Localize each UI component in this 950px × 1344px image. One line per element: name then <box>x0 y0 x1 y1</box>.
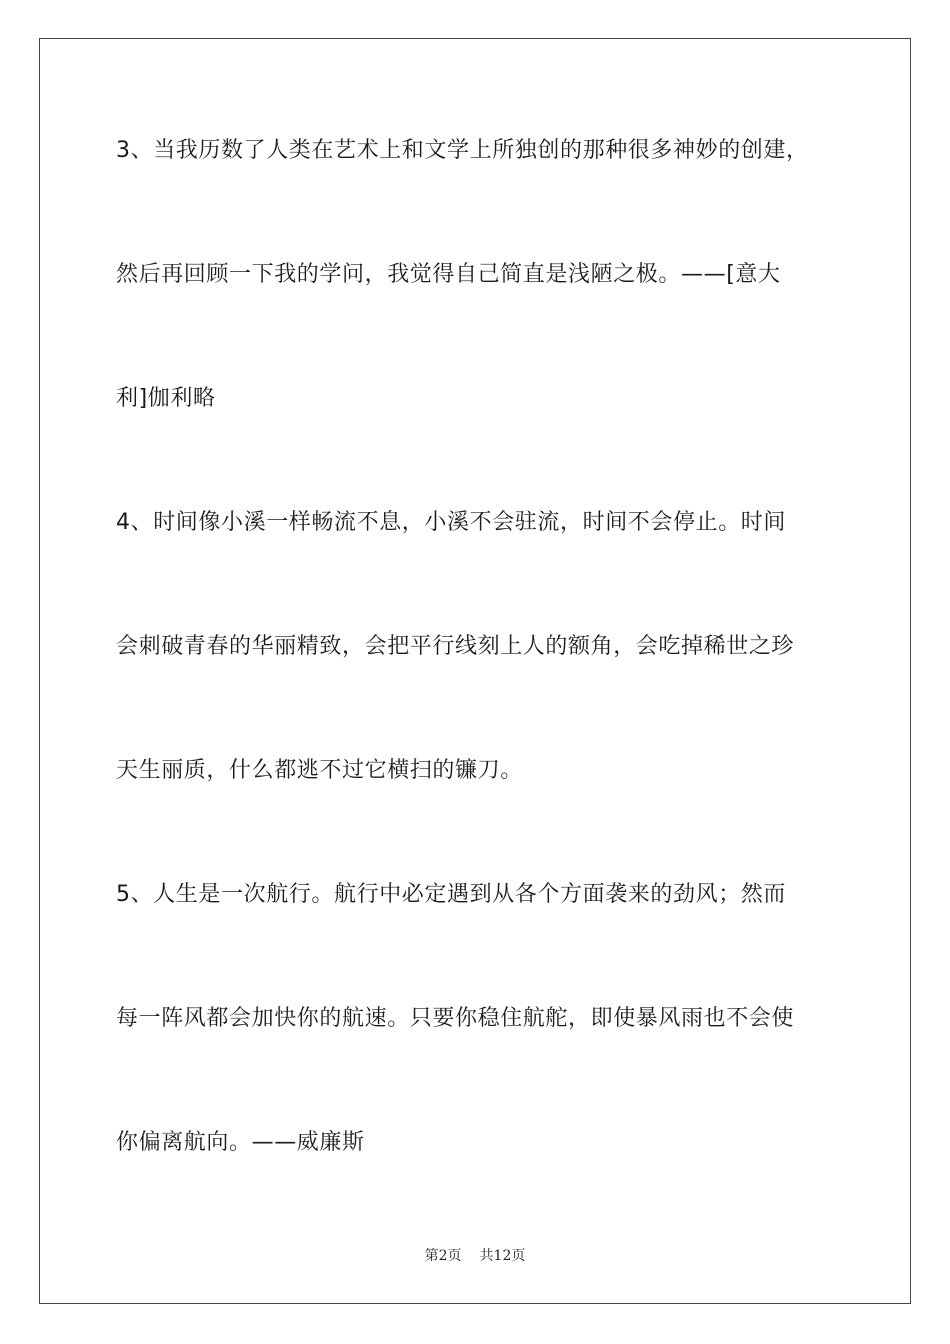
page-number: 第2页 <box>424 1248 462 1264</box>
text-line-1: 3、当我历数了人类在艺术上和文学上所独创的那种很多神妙的创建， <box>116 138 809 163</box>
text-line-5: 会刺破青春的华丽精致，会把平行线刻上人的额角，会吃掉稀世之珍 <box>116 634 795 659</box>
text-line-7: 5、人生是一次航行。航行中必定遇到从各个方面袭来的劲风；然而 <box>116 882 786 907</box>
text-line-8: 每一阵风都会加快你的航速。只要你稳住航舵，即使暴风雨也不会使 <box>116 1006 795 1031</box>
text-line-3: 利]伽利略 <box>116 386 216 411</box>
text-line-6: 天生丽质，什么都逃不过它横扫的镰刀。 <box>116 758 523 783</box>
text-line-2: 然后再回顾一下我的学问，我觉得自己简直是浅陋之极。——[意大 <box>116 262 781 287</box>
page-border <box>39 38 911 1304</box>
page-total: 共12页 <box>479 1248 526 1264</box>
text-line-9: 你偏离航向。——威廉斯 <box>116 1130 365 1155</box>
text-line-4: 4、时间像小溪一样畅流不息，小溪不会驻流，时间不会停止。时间 <box>116 510 786 535</box>
page-footer <box>0 1246 950 1266</box>
